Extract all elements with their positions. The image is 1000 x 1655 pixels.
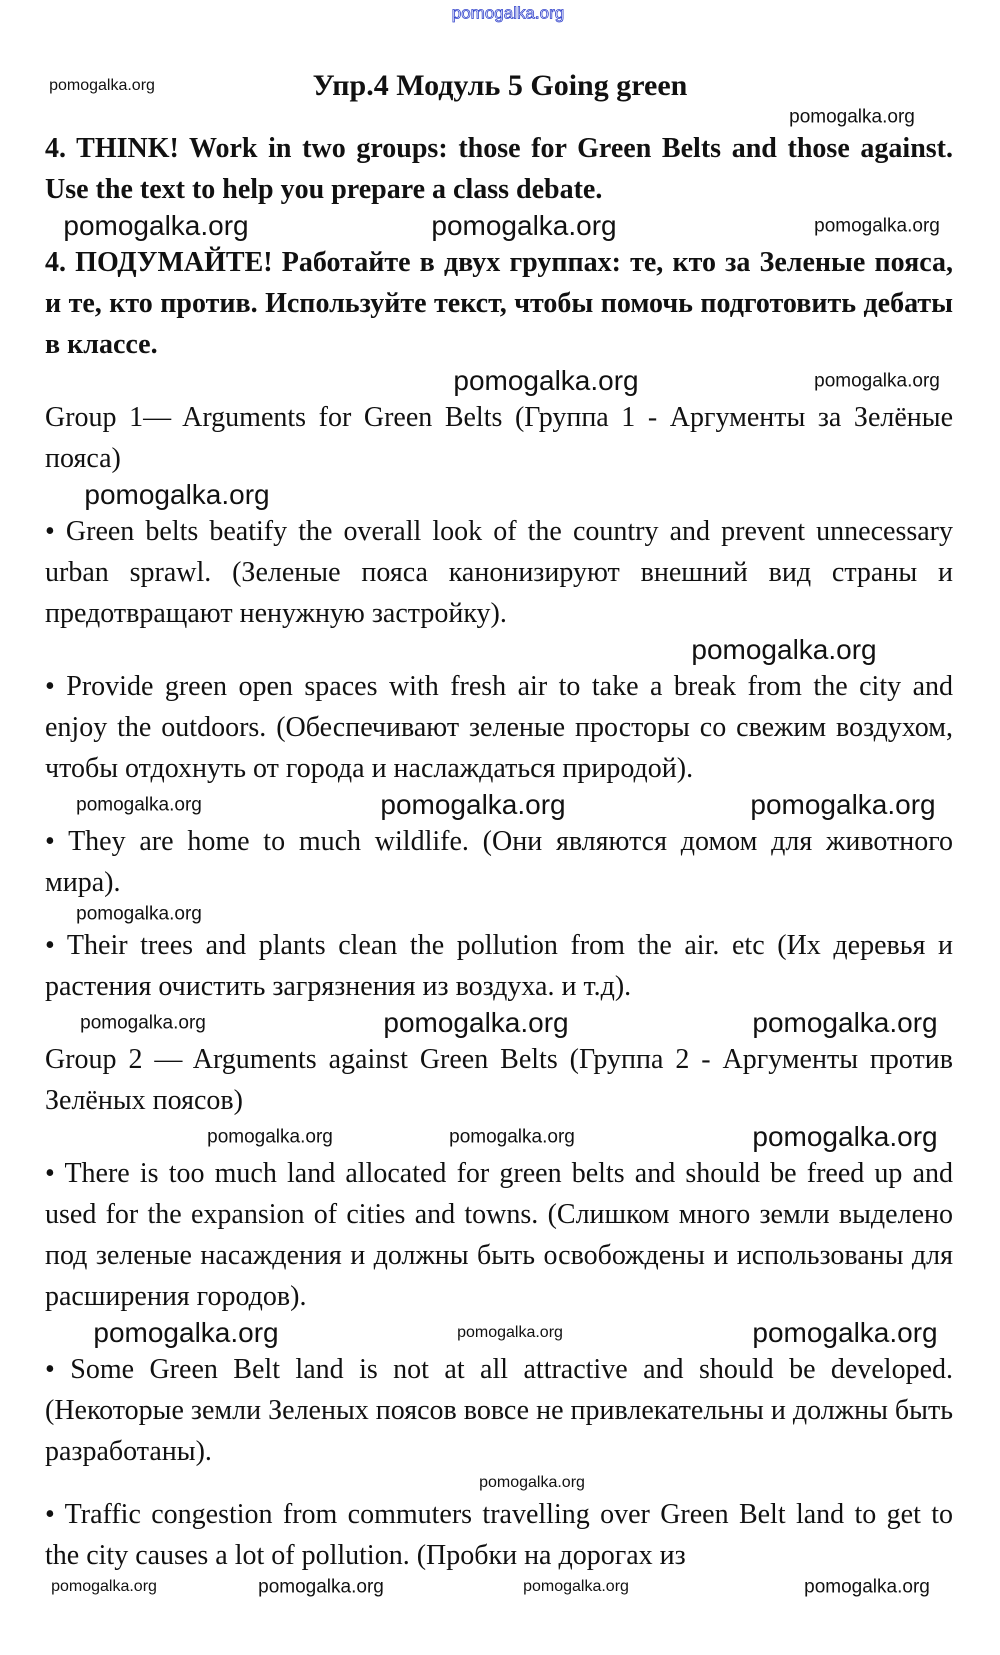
group1-bullet: • They are home to much wildlife. (Они являются домом для животного мира). xyxy=(45,826,953,898)
watermark-row xyxy=(0,1472,1000,1494)
watermark: pomogalka.org xyxy=(258,1576,384,1598)
watermark: pomogalka.org xyxy=(523,1578,629,1595)
watermark: pomogalka.org xyxy=(51,1578,157,1595)
group2-heading: Group 2 — Arguments against Green Belts (Группа 2 - Аргументы против Зелёных поясов) xyxy=(45,1044,953,1116)
watermark: pomogalka.org xyxy=(383,1007,569,1038)
group2-bullet: • There is too much land allocated for green belts and should be freed up and used for the expansion of cities and towns. (Слишком много земли выделено под зеленые насаждения и должны быть освобождены и использованы для расширения городов). xyxy=(45,1158,953,1312)
watermark-row xyxy=(0,1121,1000,1153)
task-russian: 4. ПОДУМАЙТЕ! Работайте в двух группах: те, кто за Зеленые пояса, и те, кто против. Используйте текст, чтобы помочь подготовить дебаты в классе. xyxy=(45,247,953,360)
watermark-row xyxy=(0,1007,1000,1039)
group1-bullet: • Green belts beatify the overall look of the country and prevent unnecessary urban sprawl. (Зеленые пояса канонизируют внешний вид страны и предотвращают ненужную застройку). xyxy=(45,516,953,629)
watermark: pomogalka.org xyxy=(207,1126,333,1148)
watermark: pomogalka.org xyxy=(752,1007,938,1038)
document-body xyxy=(0,106,1000,1598)
watermark: pomogalka.org xyxy=(457,1324,563,1341)
group1-heading: Group 1— Arguments for Green Belts (Группа 1 - Аргументы за Зелёные пояса) xyxy=(45,402,953,474)
group2-bullet: • Traffic congestion from commuters travelling over Green Belt land to get to the city causes a lot of pollution. (Пробки на дорогах из xyxy=(45,1499,953,1571)
watermark: pomogalka.org xyxy=(752,1317,938,1348)
watermark: pomogalka.org xyxy=(479,1474,585,1491)
watermark: pomogalka.org xyxy=(451,3,565,23)
watermark: pomogalka.org xyxy=(752,1121,938,1152)
watermark: pomogalka.org xyxy=(380,789,566,820)
watermark-row xyxy=(0,210,1000,242)
watermark-row xyxy=(0,479,1000,511)
watermark: pomogalka.org xyxy=(814,370,940,392)
watermark: pomogalka.org xyxy=(814,215,940,237)
group1-bullet: • Provide green open spaces with fresh air to take a break from the city and enjoy the outdoors. (Обеспечивают зеленые просторы со свежим воздухом, чтобы отдохнуть от города и наслаждаться природой). xyxy=(45,671,953,784)
page-title: Упр.4 Модуль 5 Going green xyxy=(312,69,688,102)
watermark: pomogalka.org xyxy=(76,794,202,816)
group1-bullet: • Their trees and plants clean the pollution from the air. etc (Их деревья и растения очистить загрязнения из воздуха. и т.д). xyxy=(45,930,953,1002)
watermark: pomogalka.org xyxy=(431,210,617,241)
watermark: pomogalka.org xyxy=(63,210,249,241)
watermark-row xyxy=(0,903,1000,925)
watermark: pomogalka.org xyxy=(93,1317,279,1348)
watermark: pomogalka.org xyxy=(789,106,915,128)
watermark: pomogalka.org xyxy=(80,1012,206,1034)
group2-bullet: • Some Green Belt land is not at all attractive and should be developed. (Некоторые земли Зеленых поясов вовсе не привлекательны и должны быть разработаны). xyxy=(45,1354,953,1467)
watermark: pomogalka.org xyxy=(691,634,877,665)
watermark-row xyxy=(0,365,1000,397)
watermark: pomogalka.org xyxy=(750,789,936,820)
watermark: pomogalka.org xyxy=(804,1576,930,1598)
watermark: pomogalka.org xyxy=(84,479,270,510)
watermark-row xyxy=(0,1317,1000,1349)
watermark: pomogalka.org xyxy=(49,77,155,94)
watermark-row xyxy=(0,106,1000,128)
task-english: 4. THINK! Work in two groups: those for Green Belts and those against. Use the text to help you prepare a class debate. xyxy=(45,133,953,205)
watermark: pomogalka.org xyxy=(449,1126,575,1148)
watermark: pomogalka.org xyxy=(453,365,639,396)
watermark-row xyxy=(0,1576,1000,1598)
watermark-row xyxy=(0,789,1000,821)
watermark: pomogalka.org xyxy=(76,903,202,925)
watermark-row xyxy=(0,634,1000,666)
